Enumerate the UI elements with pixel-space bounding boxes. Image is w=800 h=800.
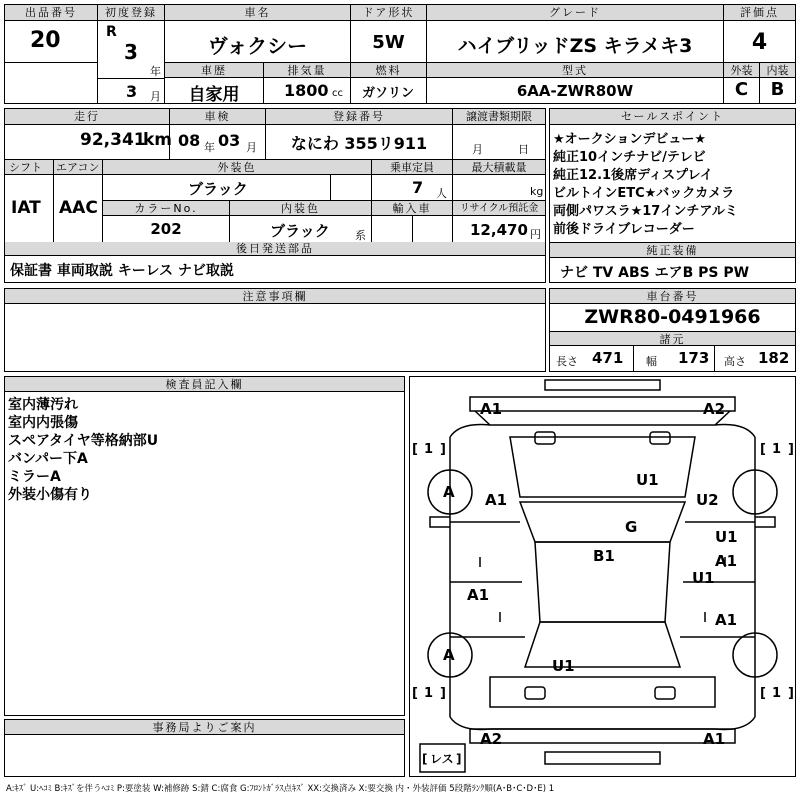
capacity-label: 乗車定員 bbox=[372, 160, 452, 175]
svg-text:]: ] bbox=[788, 442, 794, 457]
svg-text:[: [ bbox=[760, 686, 766, 701]
legend: A:ｷｽﾞ U:ﾍｺﾐ B:ｷｽﾞを伴うﾍｺﾐ P:要塗装 W:補修跡 S:錆 C:腐食 G:ﾌﾛﾝﾄｶﾞﾗｽ点ｷｽﾞ XX:交換済み X:要交換 内・外装評価 5段階ﾗﾝｸ順(A･B･C･D･E) 1 bbox=[6, 784, 555, 794]
sales-point-line: ビルトインETC★バックカメラ bbox=[553, 186, 735, 201]
svg-text:]: ] bbox=[440, 442, 446, 457]
int-score-label: 内装 bbox=[760, 63, 795, 78]
first-reg-month: 3 bbox=[126, 82, 138, 101]
grade-label: グレード bbox=[427, 5, 723, 21]
max-load-unit: kg bbox=[530, 185, 544, 198]
damage-mark: A2 bbox=[480, 730, 503, 748]
score-label: 評価点 bbox=[724, 5, 795, 21]
int-score: B bbox=[770, 79, 785, 100]
damage-mark: U2 bbox=[696, 491, 719, 509]
car-diagram bbox=[410, 377, 795, 776]
tire-mark: 1 bbox=[424, 686, 434, 701]
displacement-label: 排気量 bbox=[264, 63, 350, 78]
inspection-month: 03 bbox=[218, 131, 241, 150]
car-name-label: 車名 bbox=[165, 5, 350, 21]
inspector-line: 外装小傷有り bbox=[8, 487, 92, 503]
svg-text:[: [ bbox=[760, 442, 766, 457]
sales-point-label: セールスポイント bbox=[550, 109, 795, 125]
length: 471 bbox=[592, 349, 624, 367]
ext-score: C bbox=[734, 79, 749, 100]
damage-mark: A bbox=[443, 483, 455, 501]
equipment-label: 純正装備 bbox=[550, 243, 795, 258]
inspector-line: スペアタイヤ等格納部U bbox=[8, 433, 159, 449]
inspector-line: 室内薄汚れ bbox=[8, 397, 78, 413]
color-no: 202 bbox=[150, 220, 182, 238]
equipment: ナビ TV ABS エアB PS PW bbox=[560, 265, 750, 281]
aircon-label: エアコン bbox=[54, 160, 102, 175]
specs-label: 諸元 bbox=[550, 331, 795, 346]
shift-label: シフト bbox=[5, 160, 53, 175]
recycle-unit: 円 bbox=[530, 228, 541, 241]
svg-text:]: ] bbox=[456, 752, 462, 766]
int-color-label: 内装色 bbox=[230, 201, 371, 216]
later-parts: 保証書 車両取説 キーレス ナビ取説 bbox=[10, 263, 234, 279]
damage-mark: U1 bbox=[636, 471, 659, 489]
sales-point-line: 純正10インチナビ/テレビ bbox=[553, 150, 706, 165]
first-reg-label: 初度登録 bbox=[98, 5, 164, 21]
first-reg-era: R bbox=[106, 24, 117, 40]
sales-point-line: 前後ドライブレコーダー bbox=[553, 222, 695, 237]
damage-mark: U1 bbox=[692, 569, 715, 587]
int-color-unit: 系 bbox=[355, 229, 366, 242]
later-parts-label: 後日発送部品 bbox=[5, 242, 545, 256]
recycle-label: リサイクル預託金 bbox=[453, 201, 545, 216]
damage-mark: A1 bbox=[480, 400, 503, 418]
fuel: ガソリン bbox=[362, 86, 415, 101]
inspection-year: 08 bbox=[178, 131, 201, 150]
inspection-label: 車検 bbox=[170, 109, 265, 125]
height: 182 bbox=[758, 349, 790, 367]
inspector-label: 検査員記入欄 bbox=[5, 377, 404, 392]
damage-mark: A1 bbox=[715, 552, 738, 570]
inspector-line: ミラーA bbox=[8, 469, 61, 485]
model: 6AA-ZWR80W bbox=[516, 82, 634, 100]
chassis-label: 車台番号 bbox=[550, 289, 795, 304]
mileage-unit: km bbox=[143, 130, 173, 150]
width: 173 bbox=[678, 349, 710, 367]
transfer-label: 譲渡書類期限 bbox=[453, 109, 545, 125]
first-reg-year-unit: 年 bbox=[150, 65, 161, 78]
grade: ハイブリッドZS キラメキ3 bbox=[457, 35, 693, 57]
import-label: 輸入車 bbox=[372, 201, 452, 216]
svg-text:]: ] bbox=[788, 686, 794, 701]
chassis-number: ZWR80-0491966 bbox=[584, 306, 761, 328]
svg-text:[: [ bbox=[412, 442, 418, 457]
recycle-fee: 12,470 bbox=[470, 221, 528, 239]
door-label: ドア形状 bbox=[351, 5, 426, 21]
damage-mark: A1 bbox=[715, 611, 738, 629]
tire-mark: 1 bbox=[424, 442, 434, 457]
first-reg-month-unit: 月 bbox=[150, 90, 161, 103]
plate-label: 登録番号 bbox=[266, 109, 452, 125]
inspector-line: バンパー下A bbox=[8, 451, 88, 467]
mileage-label: 走行 bbox=[5, 109, 169, 125]
history-label: 車歴 bbox=[165, 63, 263, 78]
displacement: 1800 bbox=[284, 81, 329, 100]
damage-mark: A1 bbox=[485, 491, 508, 509]
lot-number: 20 bbox=[30, 28, 61, 53]
history: 自家用 bbox=[188, 85, 240, 105]
mileage: 92,341 bbox=[80, 130, 146, 150]
inspector-line: 室内内張傷 bbox=[8, 415, 78, 431]
first-reg-year: 3 bbox=[124, 40, 138, 64]
model-label: 型式 bbox=[427, 63, 723, 78]
sales-point-line: 純正12.1後席ディスプレイ bbox=[553, 168, 713, 183]
tire-mark: 1 bbox=[772, 442, 782, 457]
capacity-unit: 人 bbox=[436, 187, 447, 200]
ext-score-label: 外装 bbox=[724, 63, 759, 78]
length-label: 長さ bbox=[556, 355, 578, 368]
height-label: 高さ bbox=[724, 355, 746, 368]
sales-point-line: 両側パワスラ★17インチアルミ bbox=[553, 204, 738, 219]
width-label: 幅 bbox=[646, 355, 657, 368]
damage-mark: A1 bbox=[467, 586, 490, 604]
color-no-label: カラーNo. bbox=[103, 201, 229, 216]
door-type: 5W bbox=[372, 32, 405, 53]
svg-text:[: [ bbox=[412, 686, 418, 701]
inspection-month-unit: 月 bbox=[246, 141, 257, 154]
damage-mark: U1 bbox=[715, 528, 738, 546]
damage-mark: U1 bbox=[552, 657, 575, 675]
ext-color-label: 外装色 bbox=[103, 160, 371, 175]
plate: なにわ 355リ911 bbox=[290, 134, 428, 153]
damage-mark: A2 bbox=[703, 400, 726, 418]
max-load-label: 最大積載量 bbox=[453, 160, 545, 175]
damage-mark: A bbox=[443, 646, 455, 664]
capacity: 7 bbox=[412, 178, 424, 197]
office-label: 事務局よりご案内 bbox=[5, 720, 404, 735]
car-name: ヴォクシー bbox=[207, 34, 308, 58]
damage-mark: B1 bbox=[593, 547, 615, 565]
tire-mark: 1 bbox=[772, 686, 782, 701]
lot-label: 出品番号 bbox=[5, 5, 97, 21]
svg-text:[: [ bbox=[422, 752, 428, 766]
transfer-day: 日 bbox=[518, 143, 529, 156]
displacement-unit: cc bbox=[332, 88, 343, 99]
sales-point-line: ★オークションデビュー★ bbox=[553, 132, 707, 147]
damage-mark: A1 bbox=[703, 730, 726, 748]
spare-label: レス bbox=[430, 752, 454, 766]
notes-label: 注意事項欄 bbox=[5, 289, 545, 304]
transfer-month: 月 bbox=[472, 143, 483, 156]
score-value: 4 bbox=[751, 30, 768, 55]
inspection-year-unit: 年 bbox=[204, 141, 215, 154]
fuel-label: 燃料 bbox=[351, 63, 426, 78]
shift: IAT bbox=[11, 198, 41, 218]
damage-mark: G bbox=[625, 518, 638, 536]
aircon: AAC bbox=[59, 198, 98, 218]
svg-text:]: ] bbox=[440, 686, 446, 701]
int-color: ブラック bbox=[270, 222, 330, 240]
ext-color: ブラック bbox=[188, 180, 248, 198]
